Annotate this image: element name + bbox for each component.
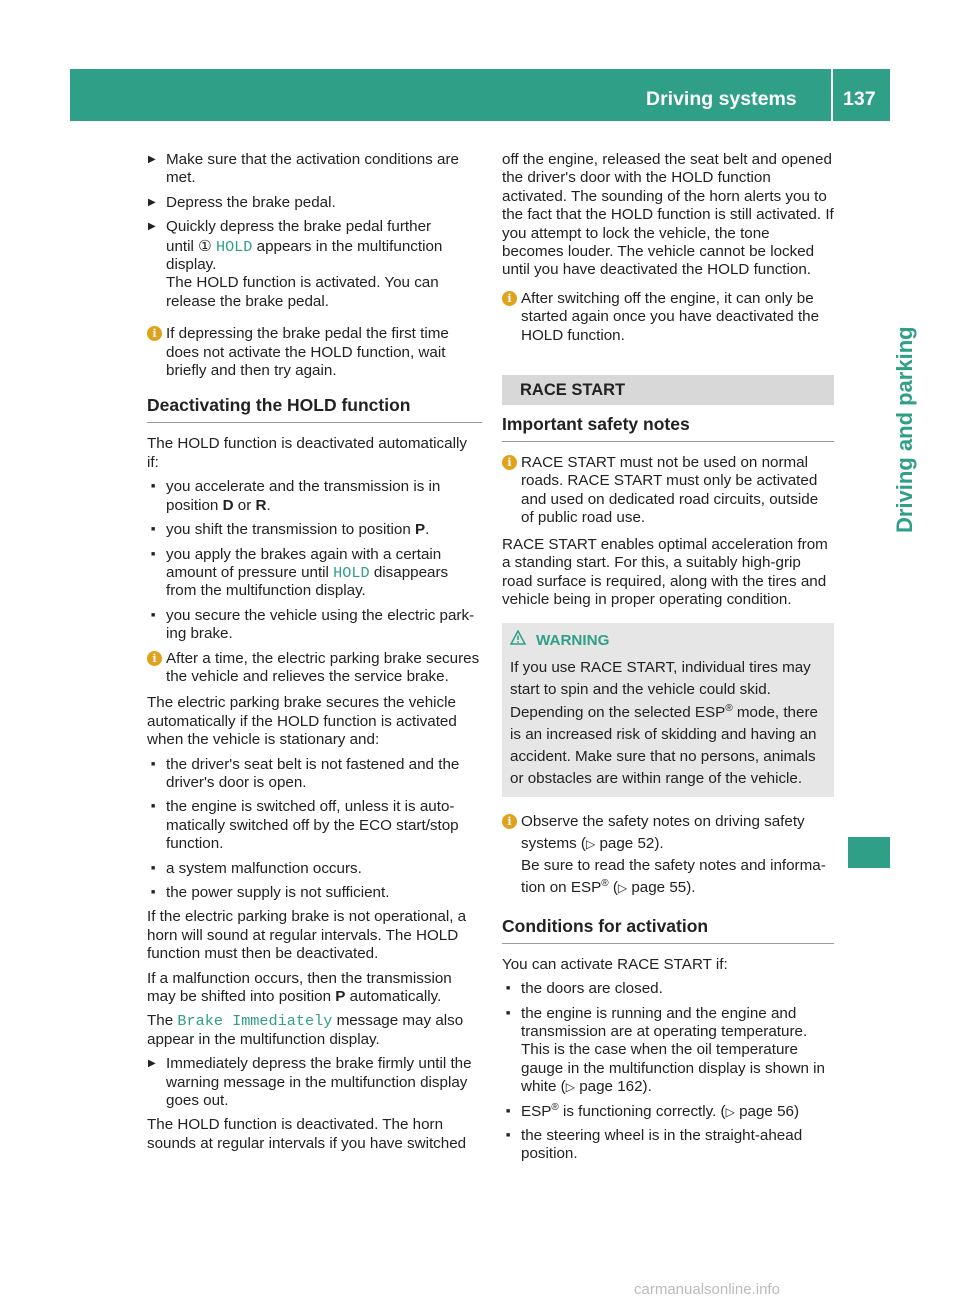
info-icon: i xyxy=(502,455,517,470)
info-note: i If depressing the brake pedal the first time does not activate the HOLD function, wait briefly and then try again. xyxy=(147,325,482,380)
info-note: i Observe the safety notes on driving safety systems (▷ page 52). Be sure to read the safety notes and informa- tion on ESP® (▷ page 55). xyxy=(502,811,834,899)
heading-important-safety-notes: Important safety notes xyxy=(502,413,834,442)
list-item: ■ the steering wheel is in the straight-ahead position. xyxy=(502,1127,834,1164)
header-divider xyxy=(831,69,833,121)
callout-marker-1: ① xyxy=(198,236,212,255)
paragraph: If the electric parking brake is not operational, a horn will sound at regular intervals. The HOLD function must then be deactivated. xyxy=(147,908,467,963)
list-item: ■ the driver's seat belt is not fastened and the driver's door is open. xyxy=(147,756,482,793)
step-item: ▶ Make sure that the activation conditions are met. xyxy=(147,151,482,188)
side-tab-label: Driving and parking xyxy=(892,326,917,533)
display-message: HOLD xyxy=(333,563,370,582)
info-icon: i xyxy=(147,651,162,666)
list-item: ■ you accelerate and the transmission is in position D or R. xyxy=(147,478,482,515)
list-item: ■ you shift the transmission to position P. xyxy=(147,521,482,539)
page-ref-arrow-icon: ▷ xyxy=(585,836,596,851)
page-ref-arrow-icon: ▷ xyxy=(617,880,628,895)
info-note: i After a time, the electric parking brake secures the vehicle and relieves the service brake. xyxy=(147,650,482,687)
step-item: ▶ Immediately depress the brake firmly until the warning message in the multifunction display goes out. xyxy=(147,1055,482,1110)
page-number: 137 xyxy=(843,88,876,110)
paragraph: The HOLD function is deactivated automatically if: xyxy=(147,435,467,471)
section-header-race-start: RACE START xyxy=(502,375,834,405)
display-message: Brake Immediately xyxy=(177,1012,333,1031)
heading-deactivating-hold: Deactivating the HOLD function xyxy=(147,394,482,423)
paragraph: The HOLD function is deactivated. The horn sounds at regular intervals if you have switched xyxy=(147,1116,467,1152)
paragraph: You can activate RACE START if: xyxy=(502,955,728,973)
list-item: ■ the engine is switched off, unless it is auto- matically switched off by the ECO start/stop function. xyxy=(147,798,482,853)
list-item: ■ you apply the brakes again with a certain amount of pressure until HOLD disappears from the multifunction display. xyxy=(147,546,482,601)
list-item: ■ the doors are closed. xyxy=(502,980,834,998)
list-item: ■ you secure the vehicle using the electric park- ing brake. xyxy=(147,607,482,644)
paragraph: The Brake Immediately message may also appear in the multifunction display. xyxy=(147,1012,464,1048)
list-item: ■ a system malfunction occurs. xyxy=(147,860,482,878)
info-icon: i xyxy=(147,326,162,341)
watermark: carmanualsonline.info xyxy=(634,1281,780,1298)
left-column xyxy=(147,151,482,1159)
warning-box xyxy=(502,623,834,796)
info-note: i RACE START must not be used on normal roads. RACE START must only be activated and used on dedicated road circuits, outside of public road use. xyxy=(502,454,834,528)
info-icon: i xyxy=(502,814,517,829)
warning-triangle-icon xyxy=(510,630,526,650)
page-ref-arrow-icon: ▷ xyxy=(725,1104,735,1119)
paragraph: off the engine, released the seat belt and opened the driver's door with the HOLD function activated. The sounding of the horn alerts you to the fact that the HOLD function is still activated. If you attempt to lock the vehicle, the tone becomes louder. The vehicle cannot be locked until you have deactivated the HOLD function. xyxy=(502,151,834,279)
page-ref-arrow-icon: ▷ xyxy=(565,1080,575,1095)
warning-title: WARNING xyxy=(510,630,826,650)
side-tab-marker xyxy=(848,837,890,868)
warning-text: If you use RACE START, individual tires may start to spin and the vehicle could skid. xyxy=(510,658,811,698)
list-item: ■ the power supply is not sufficient. xyxy=(147,884,482,902)
list-item: ■ the engine is running and the engine and transmission are at operating temperature. This is the case when the oil temperature gauge in the multifunction display is shown in white (▷ page 162). xyxy=(502,1005,834,1097)
paragraph: The electric parking brake secures the vehicle automatically if the HOLD function is activated when the vehicle is stationary and: xyxy=(147,694,457,749)
paragraph: If a malfunction occurs, then the transmission may be shifted into position P automatically. xyxy=(147,969,452,1006)
step-item: ▶ Quickly depress the brake pedal further until ① HOLD appears in the multifunction display. The HOLD function is activated. You can release the brake pedal. xyxy=(147,218,482,311)
step-item: ▶ Depress the brake pedal. xyxy=(147,194,482,212)
right-column xyxy=(502,151,834,1170)
paragraph: RACE START enables optimal acceleration from a standing start. For this, a suitably high-grip road surface is required, along with the tires and vehicle being in proper operating condition. xyxy=(502,535,828,608)
warning-text: Depending on the selected ESP® mode, there is an increased risk of skidding and having an accident. Make sure that no persons, animals or obstacles are within range of the vehicle. xyxy=(510,702,818,787)
section-title: Driving systems xyxy=(646,88,797,110)
list-item: ■ ESP® is functioning correctly. (▷ page 56) xyxy=(502,1103,834,1121)
display-message: HOLD xyxy=(215,237,253,256)
heading-conditions-for-activation: Conditions for activation xyxy=(502,915,834,944)
info-icon: i xyxy=(502,291,517,306)
info-note: i After switching off the engine, it can only be started again once you have deactivated the HOLD function. xyxy=(502,290,834,345)
